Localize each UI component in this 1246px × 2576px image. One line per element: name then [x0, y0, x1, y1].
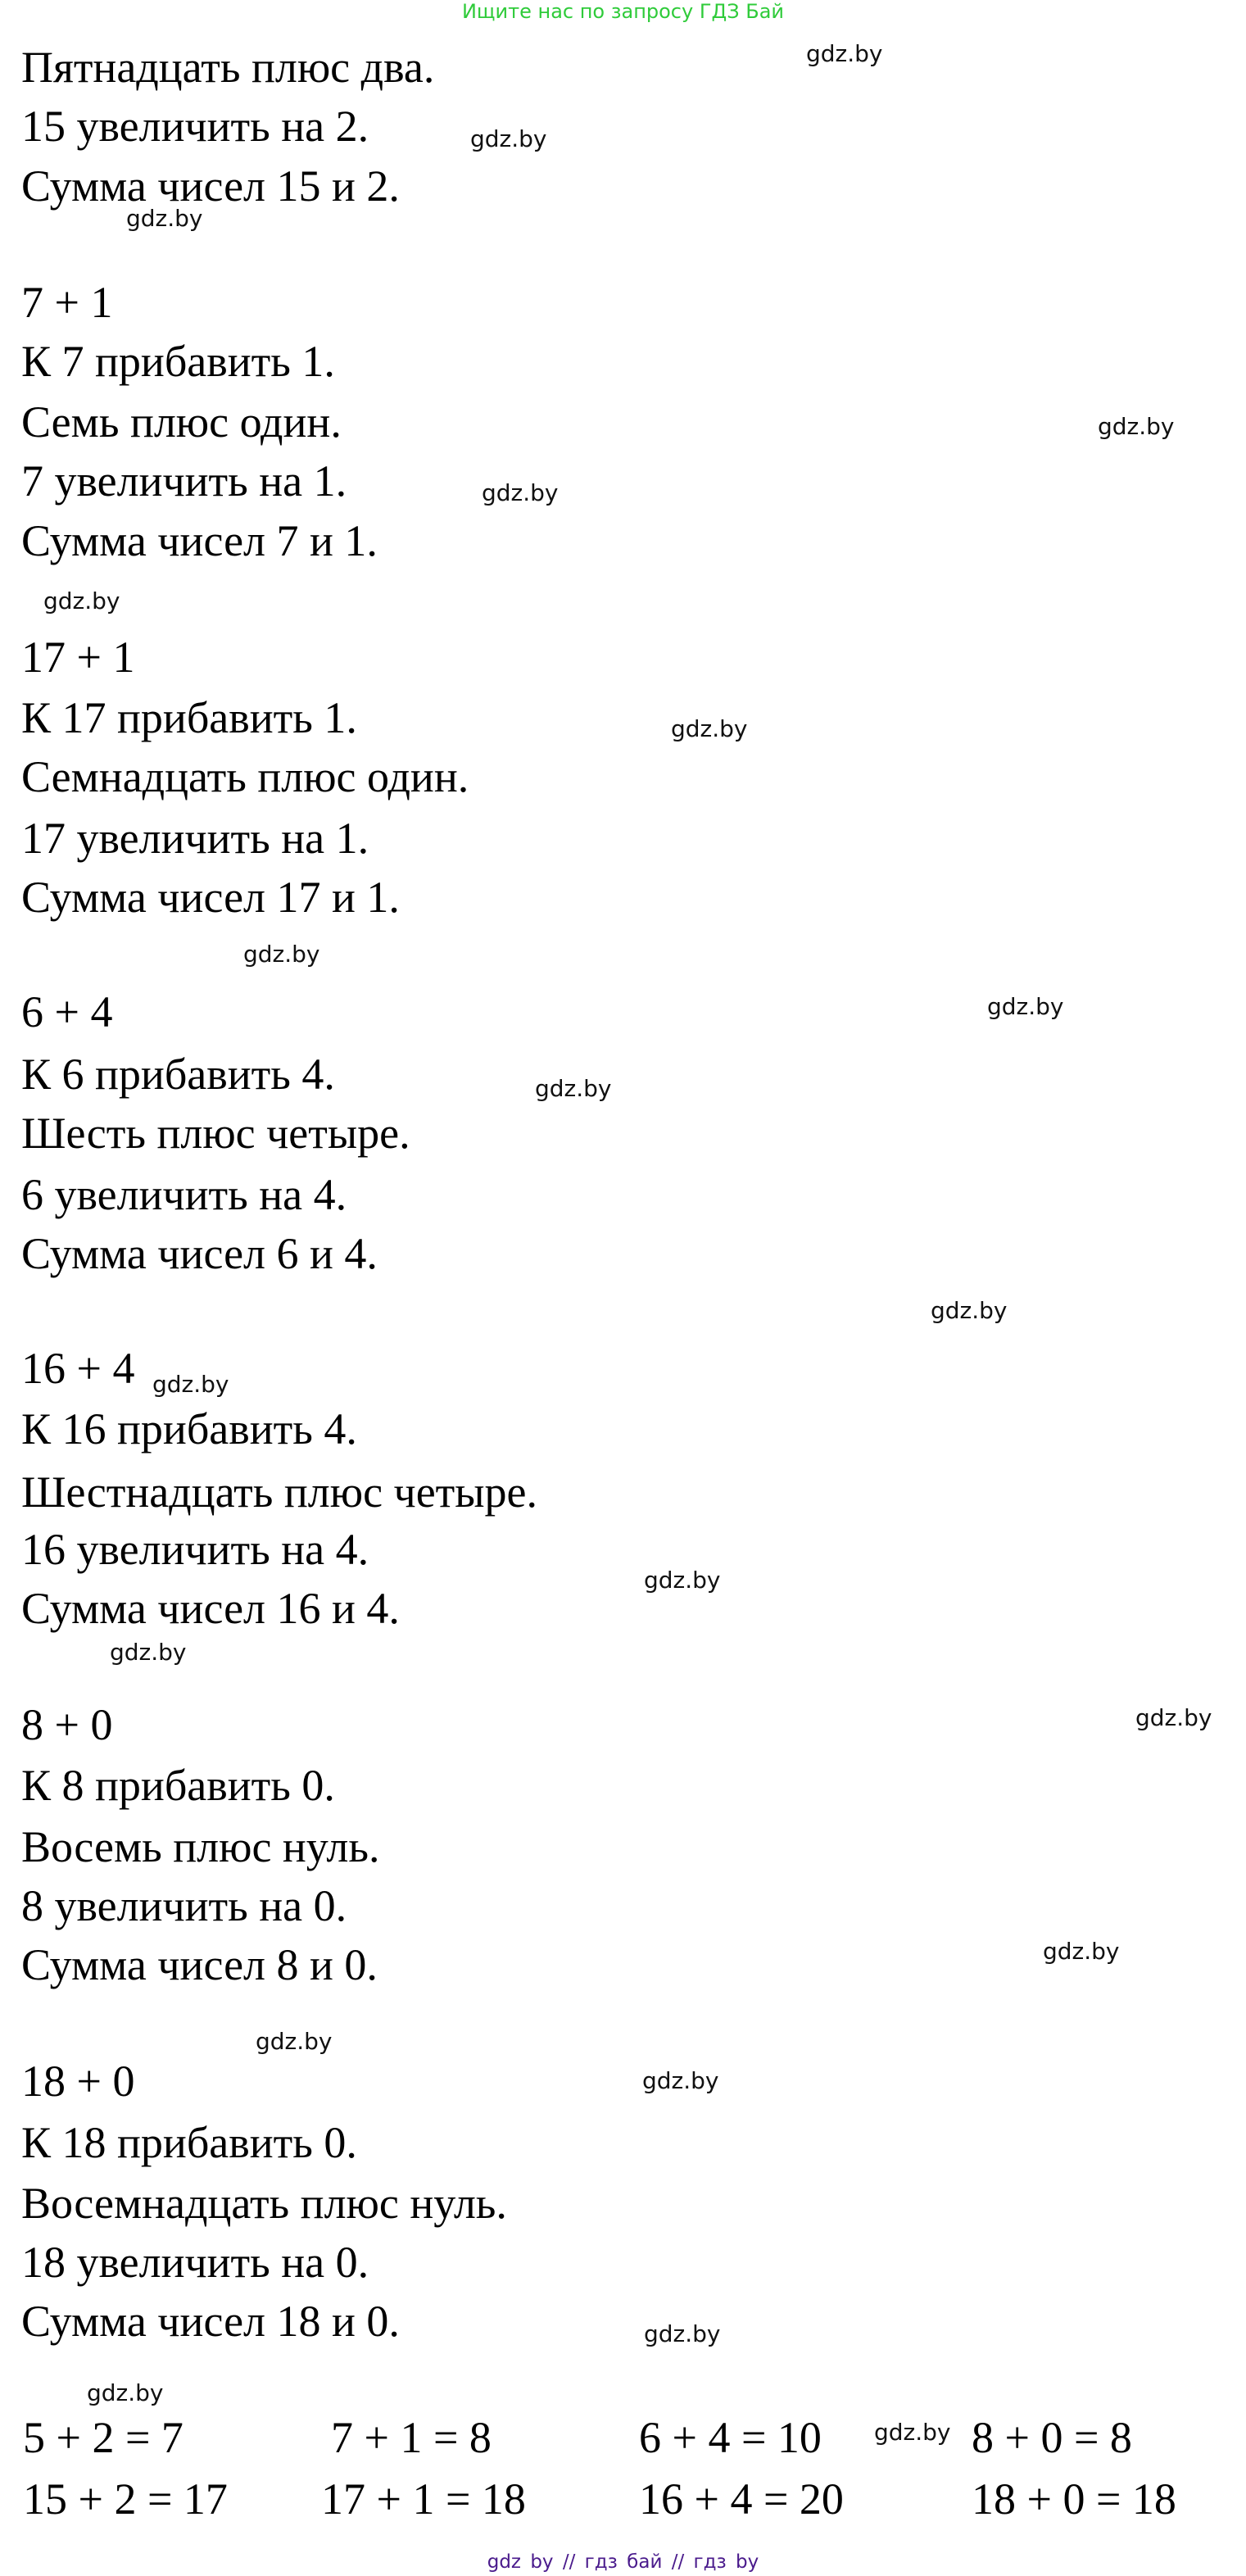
watermark-label: gdz.by — [642, 2067, 719, 2094]
watermark-label: gdz.by — [43, 587, 120, 615]
watermark-label: gdz.by — [126, 205, 203, 232]
watermark-label: gdz.by — [256, 2028, 333, 2055]
expression-line: 16 + 4 — [21, 1344, 135, 1393]
text-line: Сумма чисел 6 и 4. — [21, 1229, 378, 1278]
text-line: 7 увеличить на 1. — [21, 456, 347, 506]
watermark-label: gdz.by — [671, 715, 748, 742]
expression-line: 8 + 0 — [21, 1700, 113, 1749]
text-line: 8 увеличить на 0. — [21, 1881, 347, 1930]
text-line: 17 увеличить на 1. — [21, 814, 369, 863]
text-line: Восемь плюс нуль. — [21, 1822, 380, 1871]
expression-line: 7 + 1 — [21, 278, 113, 327]
text-line: К 16 прибавить 4. — [21, 1404, 357, 1454]
expression-line: 17 + 1 — [21, 633, 135, 682]
watermark-label: gdz.by — [482, 479, 559, 506]
text-line: 18 увеличить на 0. — [21, 2238, 369, 2287]
text-line: 6 увеличить на 4. — [21, 1170, 347, 1219]
text-line: Сумма чисел 7 и 1. — [21, 516, 378, 565]
equation: 17 + 1 = 18 — [321, 2474, 526, 2524]
equation: 16 + 4 = 20 — [639, 2474, 844, 2524]
equation: 5 + 2 = 7 — [23, 2413, 184, 2462]
watermark-label: gdz.by — [644, 2320, 721, 2347]
text-line: К 8 прибавить 0. — [21, 1761, 335, 1810]
watermark-label: gdz.by — [110, 1639, 187, 1666]
text-line: К 6 прибавить 4. — [21, 1050, 335, 1099]
equation: 8 + 0 = 8 — [972, 2413, 1132, 2462]
text-line: К 7 прибавить 1. — [21, 337, 335, 386]
text-line: Восемнадцать плюс нуль. — [21, 2179, 507, 2228]
expression-line: 18 + 0 — [21, 2057, 135, 2106]
equation: 18 + 0 = 18 — [972, 2474, 1176, 2524]
watermark-label: gdz.by — [535, 1075, 612, 1102]
watermark-label: gdz.by — [1135, 1704, 1212, 1731]
text-line: К 18 прибавить 0. — [21, 2118, 357, 2167]
equation: 7 + 1 = 8 — [331, 2413, 492, 2462]
watermark-label: gdz.by — [87, 2379, 164, 2406]
text-line: Семь плюс один. — [21, 397, 342, 447]
text-line: Пятнадцать плюс два. — [21, 43, 435, 92]
equation: 6 + 4 = 10 — [639, 2413, 822, 2462]
watermark-label: gdz.by — [1098, 413, 1175, 440]
text-line: К 17 прибавить 1. — [21, 693, 357, 742]
equation: 15 + 2 = 17 — [23, 2474, 228, 2524]
text-line: Сумма чисел 15 и 2. — [21, 161, 400, 211]
text-line: 16 увеличить на 4. — [21, 1525, 369, 1574]
watermark-label: gdz.by — [987, 993, 1064, 1020]
text-line: Шестнадцать плюс четыре. — [21, 1467, 538, 1517]
watermark-label: gdz.by — [1043, 1938, 1120, 1965]
text-line: Сумма чисел 8 и 0. — [21, 1940, 378, 1989]
expression-line: 6 + 4 — [21, 987, 113, 1036]
watermark-label: gdz.by — [152, 1371, 229, 1398]
watermark-label: gdz.by — [470, 125, 547, 152]
footer-links[interactable]: gdz by // гдз бай // гдз by — [487, 2551, 759, 2573]
text-line: Сумма чисел 16 и 4. — [21, 1584, 400, 1633]
watermark-label: gdz.by — [931, 1297, 1008, 1324]
text-line: Сумма чисел 18 и 0. — [21, 2297, 400, 2346]
watermark-label: gdz.by — [644, 1567, 721, 1594]
text-line: 15 увеличить на 2. — [21, 102, 369, 151]
watermark-label: gdz.by — [874, 2419, 951, 2446]
text-line: Шесть плюс четыре. — [21, 1109, 410, 1158]
promo-header: Ищите нас по запросу ГДЗ Бай — [461, 0, 785, 23]
watermark-label: gdz.by — [243, 941, 320, 968]
text-line: Сумма чисел 17 и 1. — [21, 873, 400, 922]
text-line: Семнадцать плюс один. — [21, 752, 469, 801]
watermark-label: gdz.by — [806, 40, 883, 67]
